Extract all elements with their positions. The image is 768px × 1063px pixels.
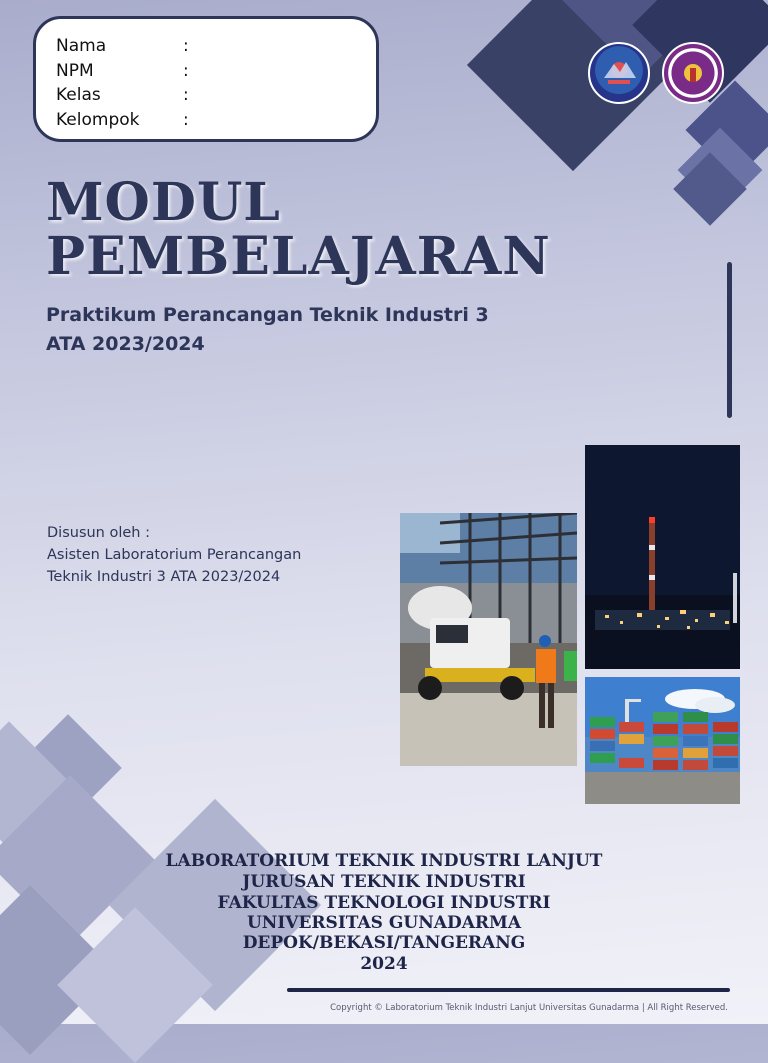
field-npm — [56, 61, 189, 81]
footer-divider — [287, 988, 730, 992]
author-heading: Disusun oleh : — [47, 525, 150, 541]
footer-line-year: 2024 — [360, 954, 408, 974]
footer-line-fakultas: FAKULTAS TEKNOLOGI INDUSTRI — [217, 893, 551, 913]
footer-line-jurusan: JURUSAN TEKNIK INDUSTRI — [242, 872, 526, 892]
title-line-2: PEMBELAJARAN — [46, 226, 551, 287]
teknik-industri-logo-icon — [588, 42, 650, 104]
subtitle-year: ATA 2023/2024 — [46, 333, 205, 355]
container-port-photo — [585, 677, 740, 804]
field-kelompok — [56, 110, 189, 130]
field-label: Kelas — [56, 85, 101, 105]
field-kelas — [56, 85, 189, 105]
footer-line-lab: LABORATORIUM TEKNIK INDUSTRI LANJUT — [165, 851, 603, 871]
subtitle-course: Praktikum Perancangan Teknik Industri 3 — [46, 304, 489, 326]
field-label: Nama — [56, 36, 107, 56]
field-colon: : — [183, 85, 189, 105]
field-colon: : — [183, 110, 189, 130]
field-colon: : — [183, 36, 189, 56]
footer-line-universitas: UNIVERSITAS GUNADARMA — [246, 913, 522, 933]
universitas-gunadarma-logo-icon — [662, 42, 724, 104]
footer-line-lokasi: DEPOK/BEKASI/TANGERANG — [242, 933, 526, 953]
field-colon: : — [183, 61, 189, 81]
title-line-1: MODUL — [46, 172, 281, 233]
field-label: Kelompok — [56, 110, 140, 130]
field-label: NPM — [56, 61, 94, 81]
copyright-text: Copyright © Laboratorium Teknik Industri Lanjut Universitas Gunadarma | All Right Reserved. — [330, 1003, 728, 1013]
construction-site-photo — [400, 513, 577, 766]
author-line-1: Asisten Laboratorium Perancangan — [47, 547, 302, 563]
industrial-night-photo — [585, 445, 740, 669]
author-line-2: Teknik Industri 3 ATA 2023/2024 — [47, 569, 281, 585]
field-nama — [56, 36, 189, 56]
accent-bar — [727, 262, 732, 418]
identity-box — [33, 16, 379, 142]
